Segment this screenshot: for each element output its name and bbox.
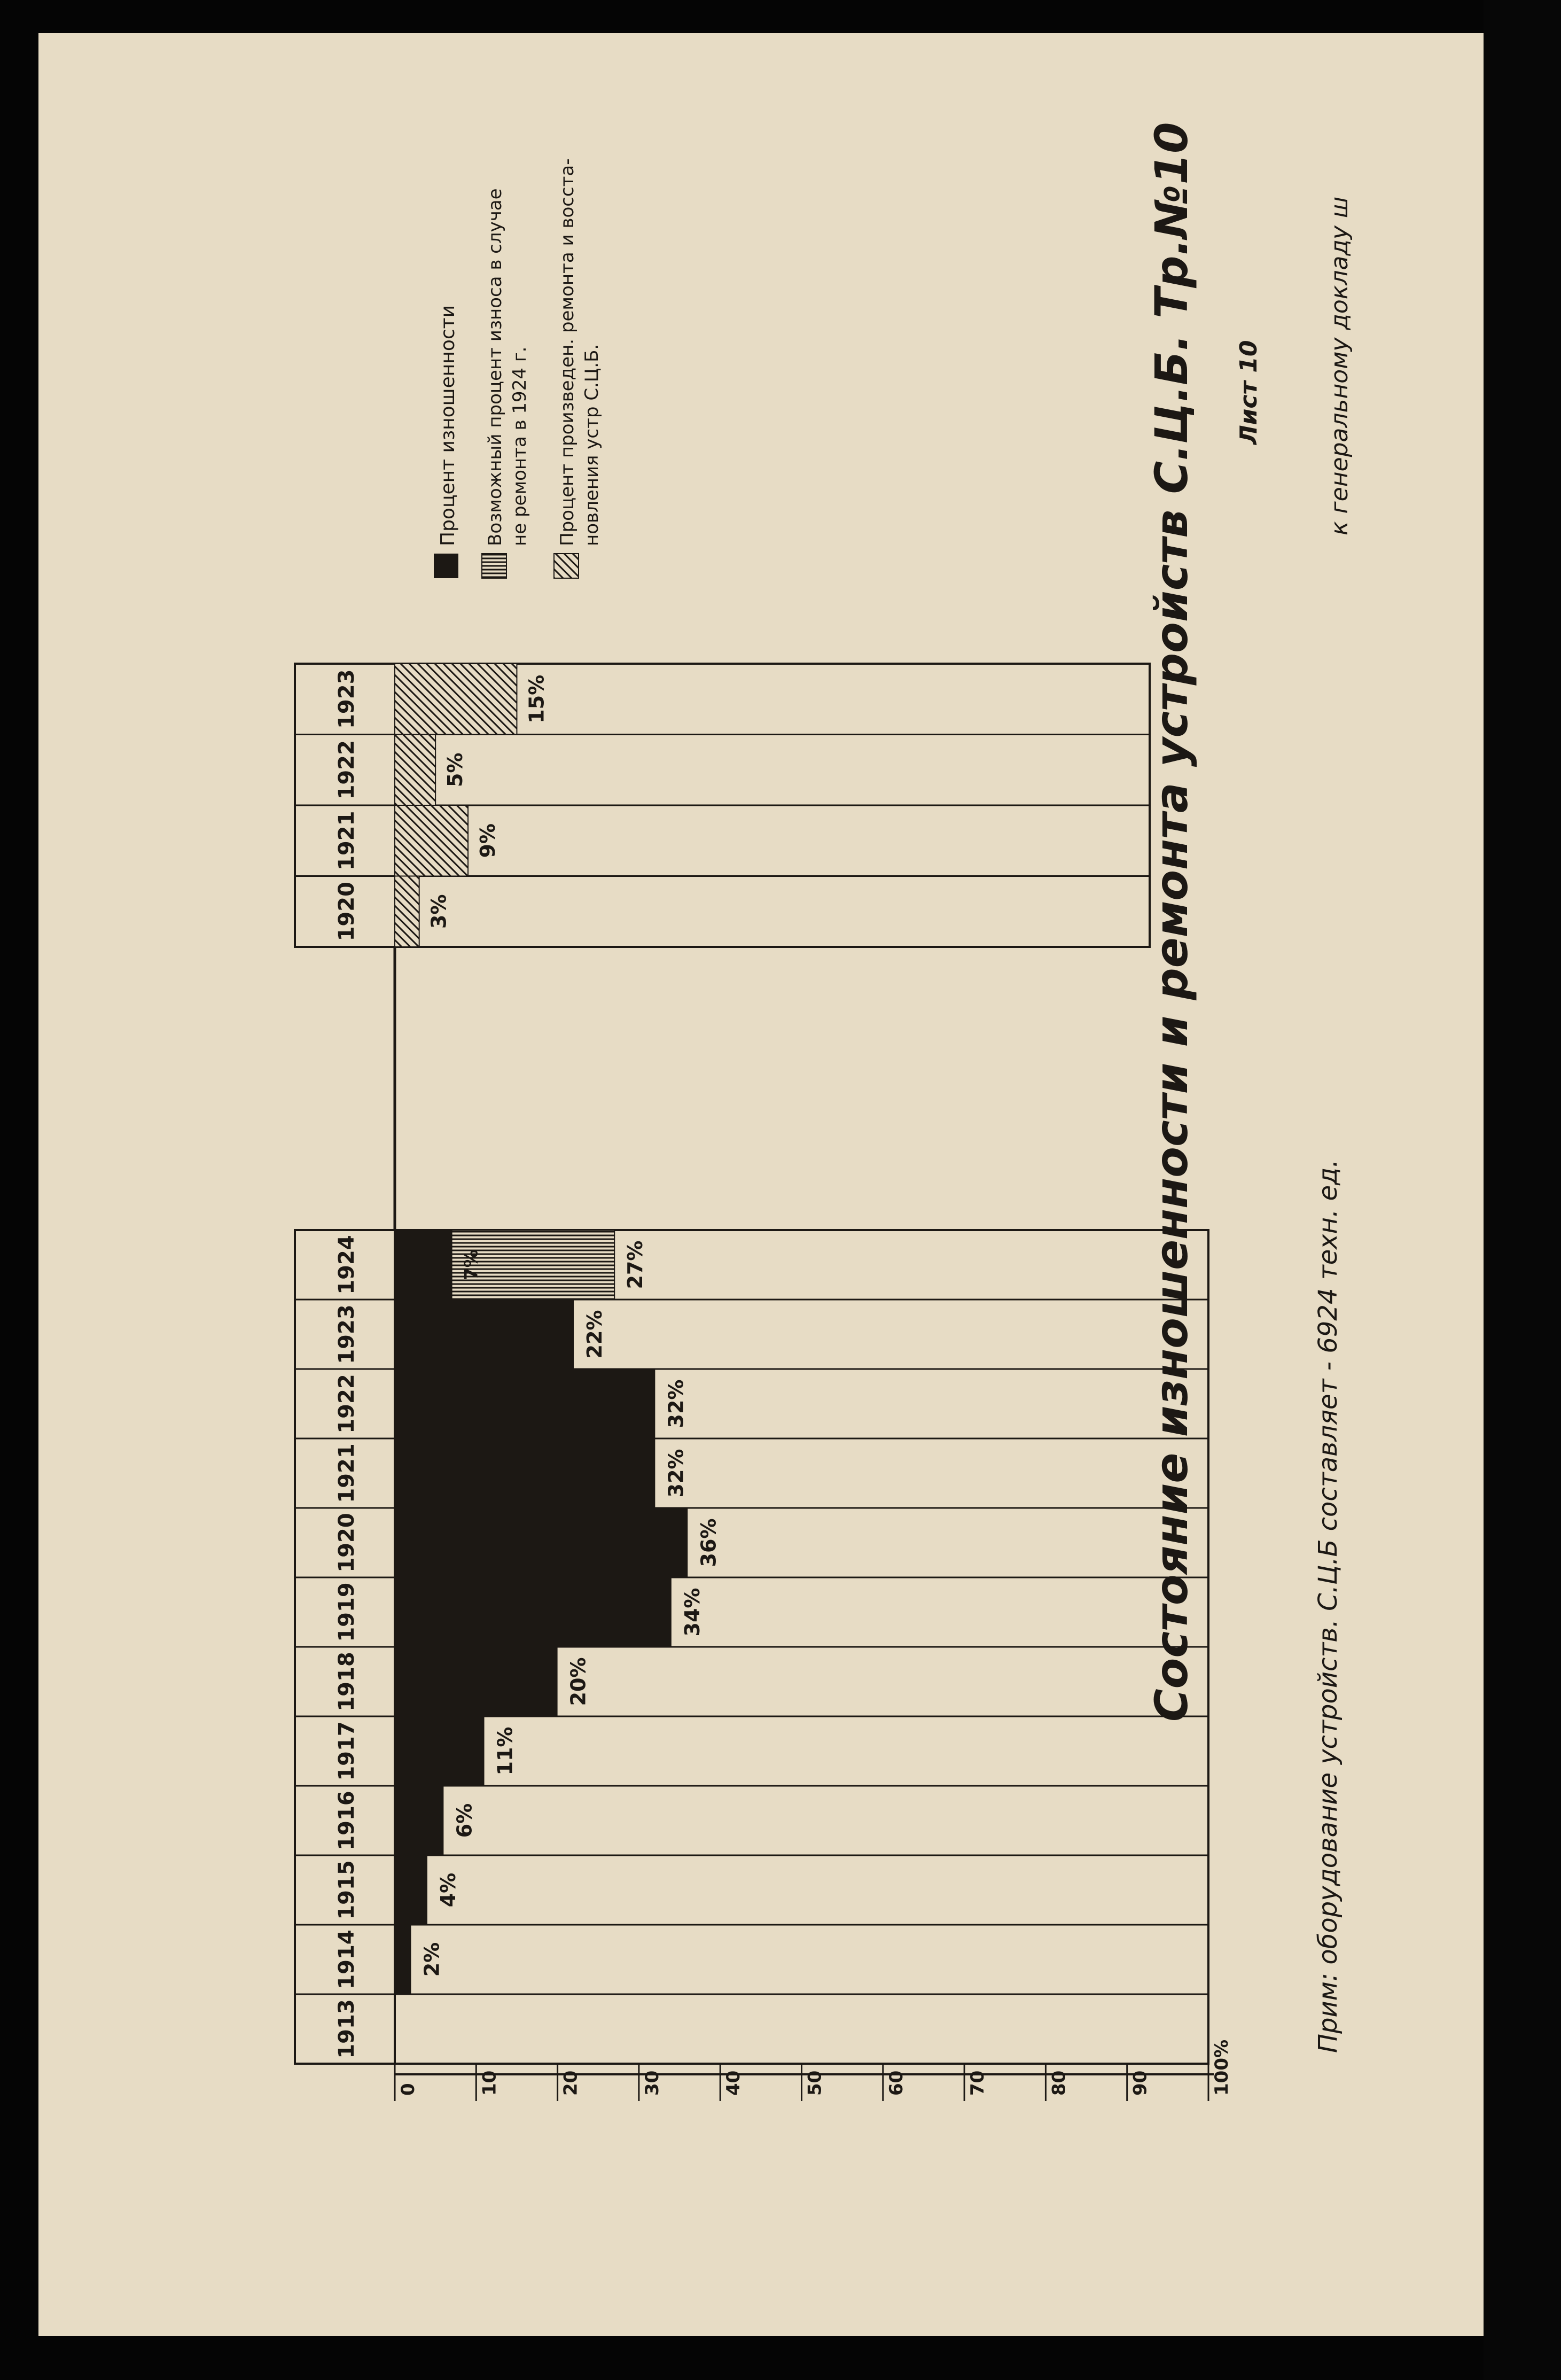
bar-inner-label: 7% [461,1249,482,1280]
bar-value-label: 3% [427,894,451,929]
main-year-label: 1918 [334,1652,359,1712]
legend-label-possible-wear: Возможный процент износа в случае не ремонта в 1924 г. [485,188,530,546]
main-year-label: 1923 [334,1304,359,1364]
bar-repair [395,735,435,806]
repair-year-label: 1920 [334,882,359,942]
y-tick-label: 80 [1048,2070,1070,2096]
y-tick-label: 90 [1129,2070,1151,2096]
y-tick-label: 60 [885,2070,907,2096]
bar-repair [395,805,468,876]
legend-label-wear: Процент изношенности [437,305,459,546]
bar-value-label: 34% [680,1588,704,1637]
repair-year-label: 1923 [334,669,359,729]
main-year-label: 1916 [334,1791,359,1850]
y-tick-label: 70 [967,2070,989,2096]
bar-wear [395,1786,443,1855]
rotated-chart-page [38,33,1484,2336]
main-year-label: 1914 [334,1930,359,1989]
y-tick-label: 100% [1211,2039,1232,2096]
bar-repair [395,876,419,947]
bar-wear [395,1438,655,1508]
bar-wear [395,1508,688,1577]
main-year-label: 1921 [334,1443,359,1503]
chart-svg [38,33,1484,2336]
bar-wear [395,1300,574,1369]
scan-edge [1484,0,1561,2380]
main-year-label: 1919 [334,1582,359,1642]
repair-year-label: 1921 [334,811,359,870]
bar-value-label: 11% [493,1726,517,1776]
legend [434,153,603,578]
bar-value-label: 22% [583,1310,607,1359]
bar-value-label: 27% [623,1240,647,1289]
bar-repair [395,664,517,735]
bar-wear [395,1230,452,1300]
y-tick-label: 0 [397,2083,419,2096]
bar-value-label: 32% [664,1379,688,1428]
repair-year-label: 1922 [334,740,359,800]
bar-wear [395,1716,485,1786]
main-year-label: 1924 [334,1235,359,1295]
bar-wear [395,1647,558,1716]
chart-title: Состояние изношенности и ремонта устройств С.Ц.Б. Тр.№10 [1145,122,1198,1722]
legend-swatch-possible-wear [482,554,506,578]
bar-wear [395,1855,427,1925]
bar-wear [395,1577,672,1647]
main-chart-bars [395,1230,720,1994]
y-axis [395,2040,1232,2101]
footnote: Прим: оборудование устройств. С.Ц.Б составляет - 6924 техн. ед. [1313,1159,1343,2053]
y-tick-label: 50 [804,2070,826,2096]
bar-value-label: 32% [664,1449,688,1498]
bar-wear [395,1925,411,1994]
bar-value-label: 5% [443,752,467,788]
bar-value-label: 36% [697,1518,721,1567]
legend-swatch-wear [434,554,458,578]
bar-value-label: 6% [452,1803,477,1838]
main-year-label: 1913 [334,1999,359,2059]
bar-value-label: 20% [566,1657,590,1706]
legend-swatch-repair [554,554,579,578]
main-year-label: 1915 [334,1860,359,1920]
bar-value-label: 2% [420,1942,444,1977]
bar-wear [395,1369,655,1438]
y-tick-label: 10 [479,2070,501,2096]
main-year-label: 1922 [334,1374,359,1434]
bar-value-label: 9% [476,823,500,858]
sheet-number: Лист 10 [1235,340,1262,445]
y-tick-label: 40 [723,2070,745,2096]
legend-label-repair: Процент произведен. ремонта и восста- новления устр С.Ц.Б. [557,158,603,546]
main-year-label: 1920 [334,1513,359,1573]
bar-value-label: 4% [436,1872,460,1908]
bar-value-label: 15% [525,674,549,724]
y-tick-label: 20 [560,2070,582,2096]
main-year-label: 1917 [334,1721,359,1781]
report-reference: к генеральному докладу ш [1326,196,1353,535]
y-tick-label: 30 [641,2070,663,2096]
